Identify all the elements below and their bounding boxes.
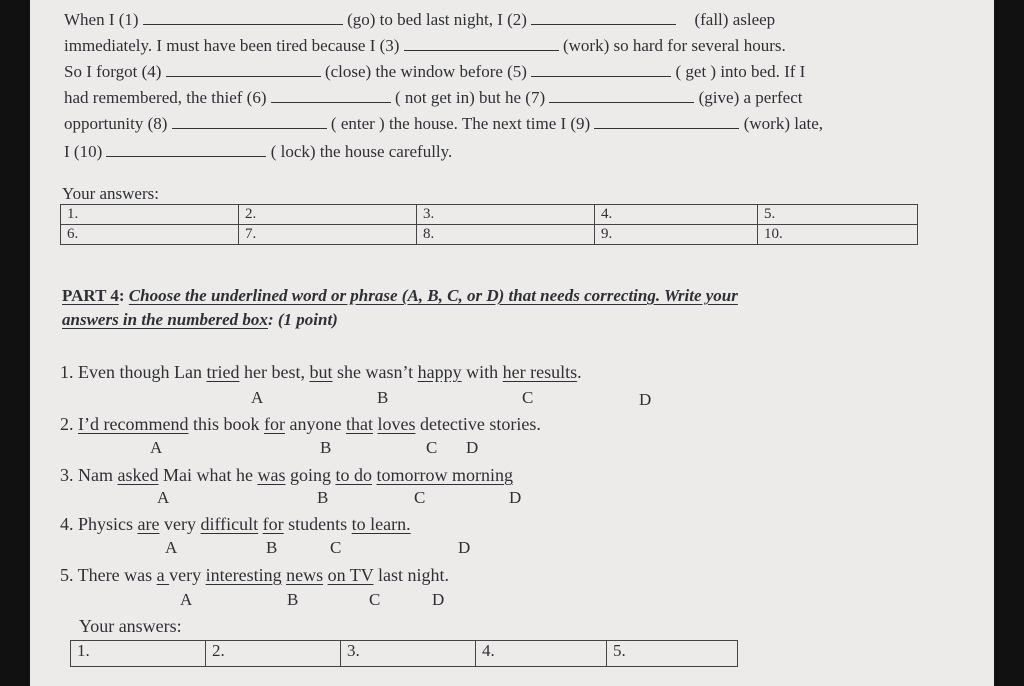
- part-title: PART 4: [62, 286, 119, 305]
- answer-blank[interactable]: [271, 88, 391, 103]
- exercise-line-2: [64, 36, 786, 56]
- question-3: [60, 465, 513, 485]
- letter-b: B: [377, 388, 389, 407]
- instruction-line-1: Choose the underlined word or phrase (A, B, C, or D) that needs correcting. Write your: [128, 286, 738, 305]
- question-text: very: [159, 514, 201, 534]
- option-a[interactable]: asked: [117, 465, 159, 485]
- letter-d: D: [639, 390, 652, 409]
- question-text: 2.: [60, 414, 78, 434]
- letter-d: D: [458, 538, 471, 557]
- question-text: very: [169, 565, 206, 585]
- exercise-line-3: [64, 62, 805, 82]
- answer-cell[interactable]: 2.: [206, 641, 341, 667]
- letter-c: C: [369, 590, 381, 609]
- option-b[interactable]: was: [257, 465, 286, 485]
- option-c[interactable]: to do: [335, 465, 372, 485]
- line-text: (work) so hard for several hours.: [562, 36, 786, 55]
- letter-d: D: [509, 488, 522, 507]
- letter-a: A: [180, 590, 193, 609]
- option-a[interactable]: a: [156, 565, 170, 585]
- question-2: [60, 414, 541, 434]
- answer-cell[interactable]: 1.: [61, 205, 239, 225]
- line-text: had remembered, the thief (6): [64, 88, 267, 107]
- part-title-colon: :: [118, 286, 125, 305]
- question-text: with: [461, 362, 503, 382]
- answer-cell[interactable]: 5.: [758, 205, 918, 225]
- option-d[interactable]: on TV: [327, 565, 374, 585]
- option-b[interactable]: difficult: [200, 514, 259, 534]
- instruction-line-2: answers in the numbered box: [62, 310, 268, 329]
- option-c[interactable]: that: [345, 414, 373, 434]
- question-text: last night.: [373, 565, 449, 585]
- answer-blank[interactable]: [531, 10, 676, 25]
- part4-instruction-cont: [62, 310, 338, 330]
- letter-c: C: [414, 488, 426, 507]
- question-4: [60, 514, 411, 534]
- line-text: ( enter ) the house. The next time I (9): [330, 114, 591, 133]
- answer-blank[interactable]: [106, 142, 266, 157]
- answer-blank[interactable]: [404, 36, 559, 51]
- question-text: Mai what he: [158, 465, 258, 485]
- part4-instruction: [62, 286, 738, 306]
- question-1: [60, 362, 582, 382]
- answer-blank[interactable]: [594, 114, 739, 129]
- letter-b: B: [266, 538, 278, 557]
- question-text: her best,: [239, 362, 310, 382]
- option-a[interactable]: are: [137, 514, 160, 534]
- option-d[interactable]: to learn.: [351, 514, 411, 534]
- answer-cell[interactable]: 5.: [607, 641, 738, 667]
- points-label: : (1 point): [267, 310, 338, 329]
- letter-a: A: [157, 488, 170, 507]
- line-text: (work) late,: [743, 114, 824, 133]
- answer-cell[interactable]: 6.: [61, 225, 239, 245]
- option-b[interactable]: for: [263, 414, 285, 434]
- exercise-line-4: [64, 88, 802, 108]
- answer-blank[interactable]: [143, 10, 343, 25]
- line-text: ( get ) into bed. If I: [675, 62, 806, 81]
- line-text: ( lock) the house carefully.: [270, 142, 453, 161]
- line-text: (give) a perfect: [698, 88, 803, 107]
- letter-a: A: [251, 388, 264, 407]
- line-text: So I forgot (4): [64, 62, 162, 81]
- part4-answer-table: [70, 640, 738, 667]
- answer-cell[interactable]: 9.: [595, 225, 758, 245]
- option-b[interactable]: but: [309, 362, 333, 382]
- question-text: this book: [188, 414, 264, 434]
- answer-cell[interactable]: 4.: [595, 205, 758, 225]
- option-c[interactable]: happy: [417, 362, 462, 382]
- letter-a: A: [165, 538, 178, 557]
- letter-b: B: [287, 590, 299, 609]
- line-text: (fall) asleep: [694, 10, 776, 29]
- answer-cell[interactable]: 1.: [71, 641, 206, 667]
- question-text: she wasn’t: [332, 362, 418, 382]
- letter-a: A: [150, 438, 163, 457]
- option-d[interactable]: tomorrow morning: [376, 465, 513, 485]
- part4-answers-label: Your answers:: [79, 616, 182, 636]
- table-row: [61, 205, 918, 225]
- question-text: students: [283, 514, 352, 534]
- answer-blank[interactable]: [166, 62, 321, 77]
- answer-cell[interactable]: 8.: [417, 225, 595, 245]
- question-text: 1. Even though Lan: [60, 362, 207, 382]
- letter-c: C: [330, 538, 342, 557]
- table-row: [71, 641, 738, 667]
- answer-blank[interactable]: [172, 114, 327, 129]
- line-text: opportunity (8): [64, 114, 168, 133]
- part3-answer-table: [60, 204, 918, 245]
- letter-c: C: [522, 388, 534, 407]
- answer-cell[interactable]: 3.: [341, 641, 476, 667]
- option-b[interactable]: interesting: [205, 565, 282, 585]
- answer-cell[interactable]: 3.: [417, 205, 595, 225]
- answer-blank[interactable]: [549, 88, 694, 103]
- question-text: 5. There was: [60, 565, 157, 585]
- option-d[interactable]: her results: [502, 362, 578, 382]
- exercise-line-6: [64, 142, 452, 162]
- table-row: [61, 225, 918, 245]
- line-text: (go) to bed last night, I (2): [347, 10, 527, 29]
- question-text: going: [285, 465, 336, 485]
- exercise-line-1: [64, 10, 775, 30]
- option-a[interactable]: tried: [206, 362, 240, 382]
- answer-cell[interactable]: 4.: [476, 641, 607, 667]
- line-text: immediately. I must have been tired because I (3): [64, 36, 400, 55]
- question-5: [60, 565, 449, 585]
- line-text: ( not get in) but he (7): [395, 88, 546, 107]
- letter-c: C: [426, 438, 438, 457]
- answer-cell[interactable]: 7.: [239, 225, 417, 245]
- question-text: detective stories.: [415, 414, 541, 434]
- line-text: When I (1): [64, 10, 139, 29]
- option-d[interactable]: loves: [377, 414, 416, 434]
- option-c[interactable]: for: [262, 514, 284, 534]
- question-text: .: [577, 362, 582, 382]
- part3-answers-label: Your answers:: [62, 184, 159, 203]
- option-c[interactable]: news: [286, 565, 324, 585]
- letter-b: B: [317, 488, 329, 507]
- line-text: I (10): [64, 142, 103, 161]
- worksheet-page: [30, 0, 994, 686]
- answer-cell[interactable]: 10.: [758, 225, 918, 245]
- letter-d: D: [466, 438, 479, 457]
- letter-b: B: [320, 438, 332, 457]
- line-text: (close) the window before (5): [324, 62, 527, 81]
- answer-cell[interactable]: 2.: [239, 205, 417, 225]
- question-text: anyone: [284, 414, 346, 434]
- letter-d: D: [432, 590, 445, 609]
- question-text: 3. Nam: [60, 465, 118, 485]
- exercise-line-5: [64, 114, 823, 134]
- question-text: 4. Physics: [60, 514, 138, 534]
- option-a[interactable]: I’d recommend: [78, 414, 189, 434]
- answer-blank[interactable]: [531, 62, 671, 77]
